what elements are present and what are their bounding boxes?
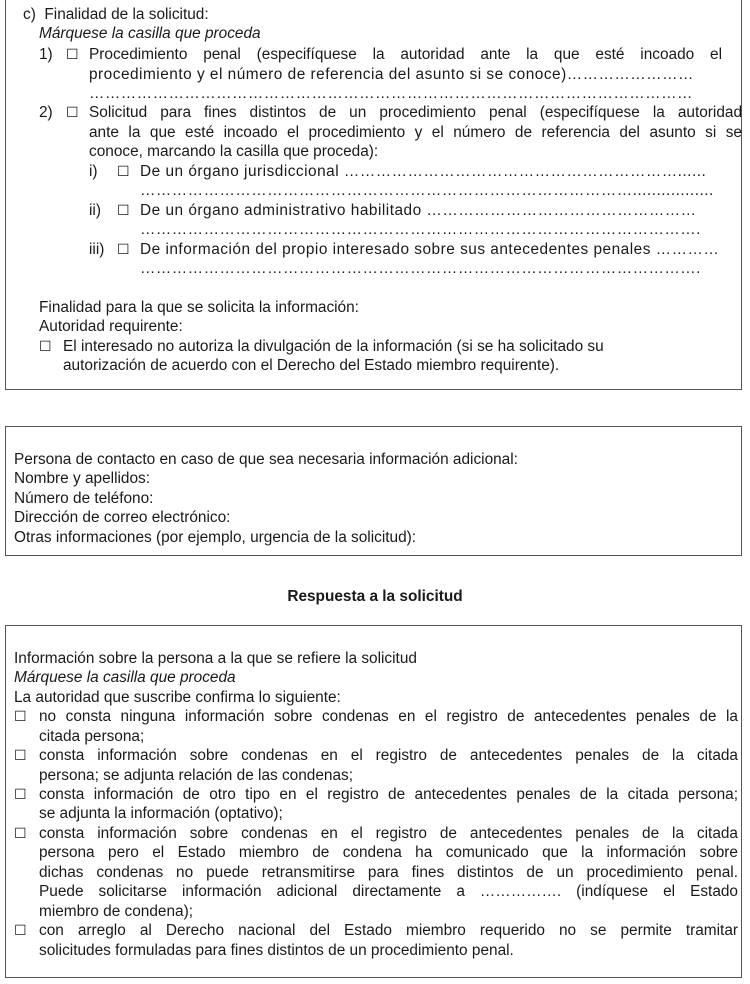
response-option-4-line-4: Puede solicitarse información adicional directamente a ……………. (indíquese el Estado	[39, 883, 738, 900]
response-option-4-line-3: dichas condenas no puede retransmitirse para fines distintos de un procedimiento penal.	[39, 864, 738, 881]
response-option-3-line-1: consta información de otro tipo en el registro de antecedentes penales de la citada persona;	[39, 786, 738, 803]
sub-option-iii-checkbox[interactable]: ☐	[117, 241, 130, 257]
response-option-5-checkbox[interactable]: ☐	[14, 922, 27, 938]
response-option-3-checkbox[interactable]: ☐	[14, 786, 27, 802]
sub-option-iii-text: De información del propio interesado sobre sus antecedentes penales …………	[140, 241, 720, 258]
purpose-label: Finalidad para la que se solicita la información:	[39, 299, 359, 316]
option-2-number: 2)	[39, 104, 53, 121]
response-option-4-line-5: miembro de condena);	[39, 903, 193, 920]
sub-option-ii-number: ii)	[89, 202, 101, 219]
response-option-1-line-1: no consta ninguna información sobre condenas en el registro de antecedentes penales de la	[39, 708, 738, 725]
phone-label: Número de teléfono:	[14, 490, 154, 507]
sub-option-ii-text: De un órgano administrativo habilitado ……………………………………………	[140, 202, 697, 219]
response-option-1-line-2: citada persona;	[39, 728, 145, 745]
requesting-authority-label: Autoridad requirente:	[39, 318, 183, 335]
sub-option-ii-checkbox[interactable]: ☐	[117, 202, 130, 218]
contact-section	[5, 426, 742, 556]
option-1-text-line-1: Procedimiento penal (especifíquese la autoridad ante la que esté incoado el	[89, 46, 722, 63]
section-c-instruction: Márquese la casilla que proceda	[39, 25, 261, 42]
response-option-4-line-2: persona pero el Estado miembro de condena ha comunicado que la información sobre	[39, 844, 738, 861]
contact-person-label: Persona de contacto en caso de que sea necesaria información adicional:	[14, 451, 518, 468]
response-option-1-checkbox[interactable]: ☐	[14, 708, 27, 724]
response-option-5-line-1: con arreglo al Derecho nacional del Estado miembro requerido no se permite tramitar	[39, 922, 738, 939]
response-confirm: La autoridad que suscribe confirma lo siguiente:	[14, 689, 341, 706]
option-2-checkbox[interactable]: ☐	[66, 104, 79, 120]
response-option-4-checkbox[interactable]: ☐	[14, 825, 27, 841]
consent-checkbox[interactable]: ☐	[39, 338, 52, 354]
option-2-text-line-2: ante la que esté incoado el procedimiento y el número de referencia del asunto si se	[89, 124, 742, 141]
section-c-header: c) Finalidad de la solicitud:	[23, 6, 209, 23]
option-1-number: 1)	[39, 46, 53, 63]
option-1-text-line-2: procedimiento y el número de referencia del asunto si se conoce)……………………	[89, 66, 694, 83]
other-info-label: Otras informaciones (por ejemplo, urgencia de la solicitud):	[14, 529, 417, 546]
sub-option-i-dots[interactable]: ………………………………………………………………………………….................	[140, 182, 714, 199]
response-option-4-line-1: consta información sobre condenas en el registro de antecedentes penales de la citada	[39, 825, 738, 842]
response-option-2-line-2: persona; se adjunta relación de las condenas;	[39, 767, 354, 784]
option-1-checkbox[interactable]: ☐	[66, 46, 79, 62]
sub-option-iii-dots[interactable]: …………………………………………………………………………………………….	[140, 260, 701, 277]
name-label: Nombre y apellidos:	[14, 470, 151, 487]
sub-option-iii-number: iii)	[89, 241, 105, 258]
response-instruction: Márquese la casilla que proceda	[14, 669, 236, 686]
response-option-3-line-2: se adjunta la información (optativo);	[39, 805, 283, 822]
response-intro: Información sobre la persona a la que se refiere la solicitud	[14, 650, 417, 667]
response-option-2-checkbox[interactable]: ☐	[14, 747, 27, 763]
consent-text-line-1: El interesado no autoriza la divulgación de la información (si se ha solicitado su	[63, 338, 604, 355]
sub-option-i-number: i)	[89, 163, 98, 180]
response-option-5-line-2: solicitudes formuladas para fines distintos de un procedimiento penal.	[39, 942, 514, 959]
option-1-reference-dots[interactable]: ……………………………………………………………………………………………………	[89, 85, 693, 102]
purpose-section	[5, 0, 742, 390]
sub-option-i-checkbox[interactable]: ☐	[117, 163, 130, 179]
option-2-text-line-1: Solicitud para fines distintos de un procedimiento penal (especifíquese la autoridad	[89, 104, 742, 121]
response-section	[5, 625, 742, 978]
option-2-text-line-3: conoce, marcando la casilla que proceda):	[89, 143, 379, 160]
consent-text-line-2: autorización de acuerdo con el Derecho del Estado miembro requirente).	[63, 357, 560, 374]
response-option-2-line-1: consta información sobre condenas en el registro de antecedentes penales de la citada	[39, 747, 738, 764]
email-label: Dirección de correo electrónico:	[14, 509, 231, 526]
response-title: Respuesta a la solicitud	[287, 588, 463, 605]
sub-option-i-text: De un órgano jurisdiccional ………………………………………………………......	[140, 163, 707, 180]
sub-option-ii-dots[interactable]: …………………………………………………………………………………………….	[140, 221, 701, 238]
